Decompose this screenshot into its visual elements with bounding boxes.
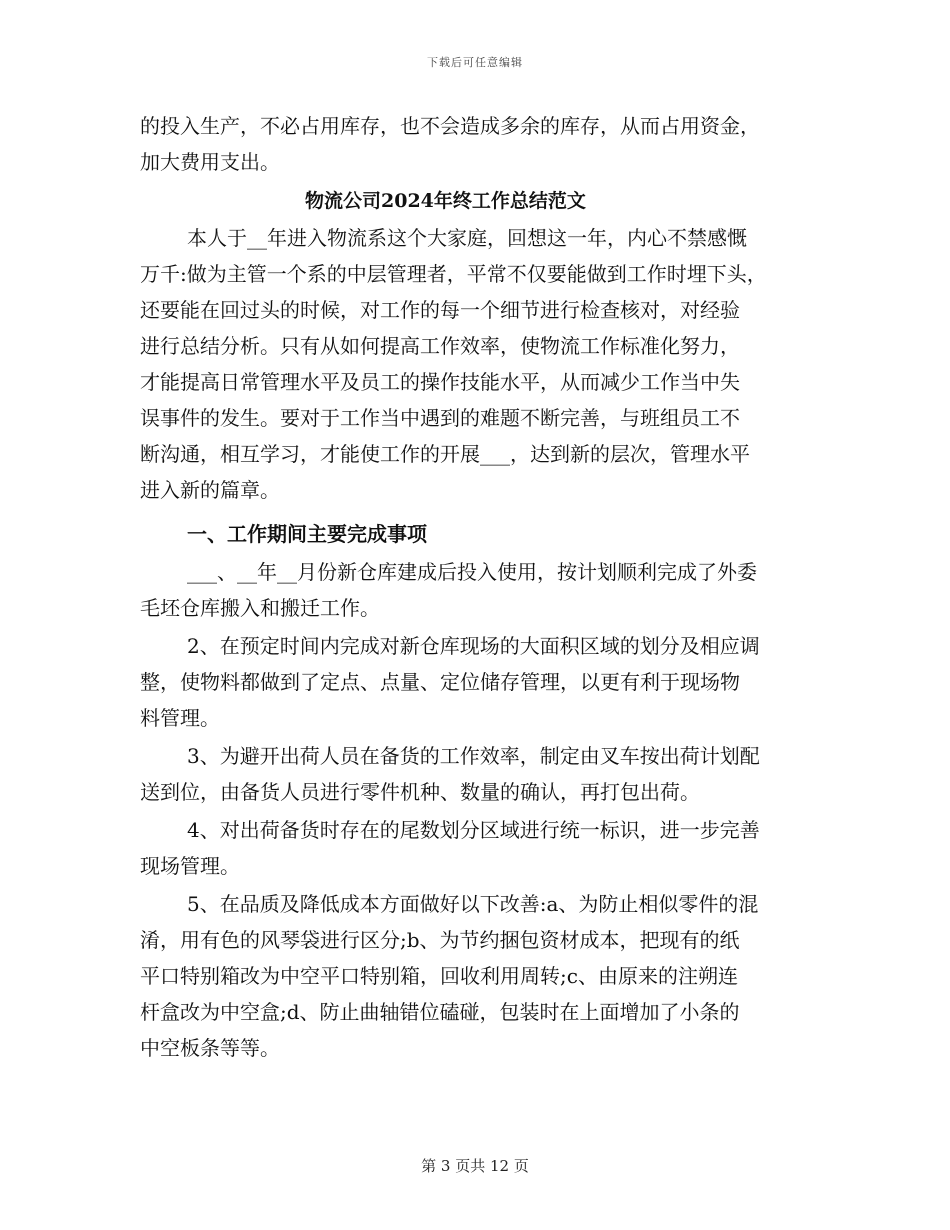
paragraph-line: 误事件的发生。要对于工作当中遇到的难题不断完善，与班组员工不: [140, 406, 740, 430]
paragraph-line: 料管理。: [140, 706, 220, 730]
paragraph-line: 进入新的篇章。: [140, 478, 280, 502]
paragraph-line: 进行总结分析。只有从如何提高工作效率，使物流工作标准化努力，: [140, 334, 740, 358]
paragraph-line: 4、对出荷备货时存在的尾数划分区域进行统一标识，进一步完善: [187, 818, 760, 842]
paragraph-line: 加大费用支出。: [140, 150, 280, 174]
paragraph-line: 平口特别箱改为中空平口特别箱，回收利用周转;c、由原来的注朔连: [140, 964, 738, 988]
paragraph-line: 本人于__年进入物流系这个大家庭，回想这一年，内心不禁感慨: [187, 226, 747, 250]
section-heading: 一、工作期间主要完成事项: [187, 522, 427, 546]
paragraph-line: 断沟通，相互学习，才能使工作的开展___，达到新的层次，管理水平: [140, 442, 750, 466]
document-title: 物流公司2024年终工作总结范文: [305, 190, 586, 212]
paragraph-line: ___、__年__月份新仓库建成后投入使用，按计划顺利完成了外委: [187, 560, 757, 584]
paragraph-line: 的投入生产，不必占用库存，也不会造成多余的库存，从而占用资金，: [140, 114, 760, 138]
paragraph-line: 还要能在回过头的时候，对工作的每一个细节进行检查核对，对经验: [140, 298, 740, 322]
paragraph-line: 5、在品质及降低成本方面做好以下改善:a、为防止相似零件的混: [187, 892, 759, 916]
paragraph-line: 万千:做为主管一个系的中层管理者，平常不仅要能做到工作时埋下头，: [140, 262, 767, 286]
page-footer: 第 3 页共 12 页: [421, 1157, 529, 1175]
paragraph-line: 整，使物料都做到了定点、点量、定位储存管理，以更有利于现场物: [140, 670, 740, 694]
paragraph-line: 淆，用有色的风琴袋进行区分;b、为节约捆包资材成本，把现有的纸: [140, 928, 740, 952]
paragraph-line: 3、为避开出荷人员在备货的工作效率，制定由叉车按出荷计划配: [187, 744, 760, 768]
paragraph-line: 现场管理。: [140, 854, 240, 878]
paragraph-line: 杆盒改为中空盒;d、防止曲轴错位磕碰，包装时在上面增加了小条的: [140, 1000, 740, 1024]
paragraph-line: 中空板条等等。: [140, 1036, 280, 1060]
paragraph-line: 2、在预定时间内完成对新仓库现场的大面积区域的划分及相应调: [187, 634, 760, 658]
paragraph-line: 才能提高日常管理水平及员工的操作技能水平，从而减少工作当中失: [140, 370, 740, 394]
paragraph-line: 送到位，由备货人员进行零件机种、数量的确认，再打包出荷。: [140, 780, 700, 804]
paragraph-line: 毛坯仓库搬入和搬迁工作。: [140, 596, 380, 620]
page-header: 下载后可任意编辑: [427, 56, 523, 69]
